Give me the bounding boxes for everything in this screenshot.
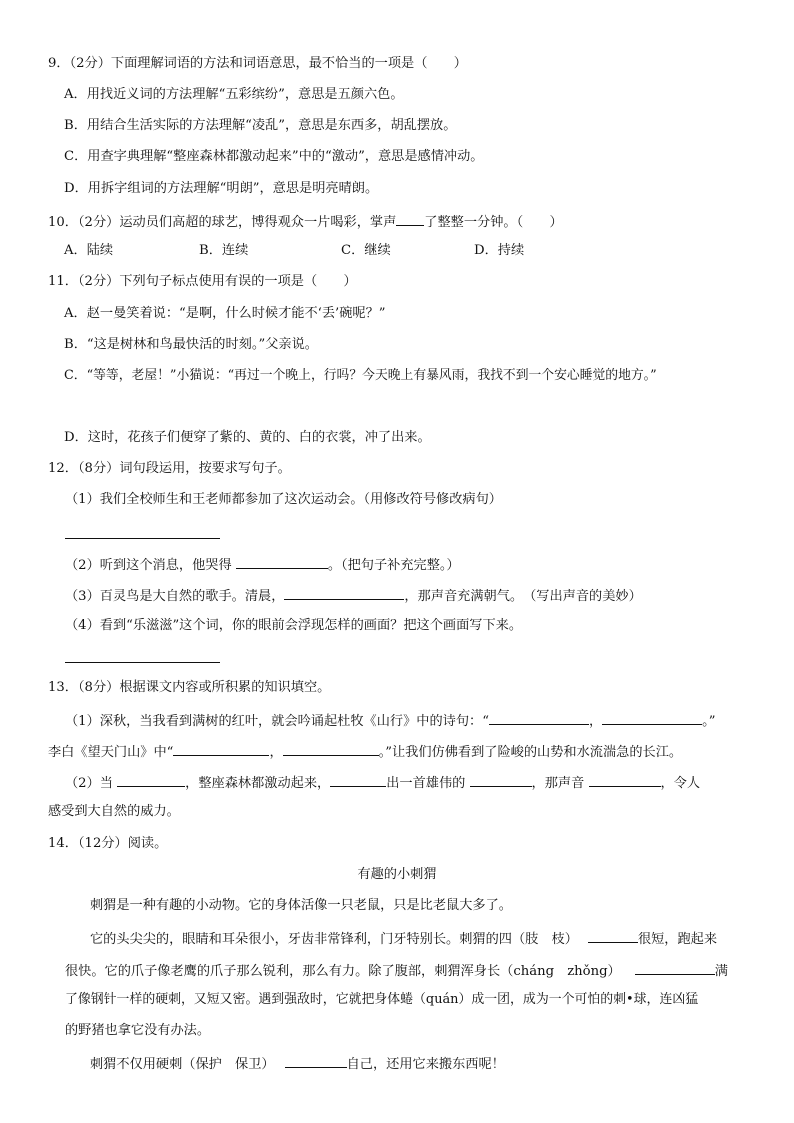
q10-option-b: B．连续 (199, 243, 249, 258)
passage-p3-a: 很快。它的爪子像老鹰的爪子那么锐利，那么有力。除了腹部，刺猬浑身长（cháng zhǒng） (65, 964, 621, 979)
q12-sub1-answer-line[interactable] (65, 538, 220, 539)
passage-paragraph-1: 刺猬是一种有趣的小动物。它的身体活像一只老鼠，只是比老鼠大多了。 (90, 898, 512, 913)
q10-stem-before: 10．（2分）运动员们高超的球艺，博得观众一片喝彩，掌声 (48, 215, 397, 230)
q10-blank[interactable] (396, 211, 424, 226)
q10-option-d: D．持续 (474, 243, 525, 258)
q13-line3-e: ，令人 (660, 776, 701, 791)
q10-option-a: A．陆续 (64, 243, 114, 258)
q13-line3 (65, 772, 700, 793)
passage-p3-b: 满 (714, 964, 728, 979)
q13-line1 (65, 710, 715, 731)
q10-stem (48, 211, 563, 232)
q12-sub2-before: （2）听到这个消息，他哭得 (65, 558, 236, 573)
q13-blank-6[interactable] (330, 772, 386, 787)
q13-line3-c: 出一首雄伟的 (386, 776, 470, 791)
q13-stem: 13．（8分）根据课文内容或所积累的知识填空。 (48, 680, 331, 695)
q12-sub4: （4）看到“乐滋滋”这个词，你的眼前会浮现怎样的画面？把这个画面写下来。 (65, 618, 523, 633)
q9-option-c: C．用查字典理解“整座森林都激动起来”中的“激动”，意思是感情冲动。 (64, 149, 484, 164)
passage-paragraph-2-line-1 (90, 928, 717, 949)
q9-option-d: D．用拆字组词的方法理解“明朗”，意思是明亮晴朗。 (64, 181, 379, 196)
q10-option-c: C．继续 (341, 243, 391, 258)
passage-paragraph-2-line-3: 了像钢针一样的硬刺，又短又密。遇到强敌时，它就把身体蜷（quán）成一团，成为一个可怕的刺•球，连凶猛 (65, 992, 699, 1007)
q11-stem: 11．（2分）下列句子标点使用有误的一项是（ ） (48, 274, 357, 289)
q13-line3-d: ，那声音 (531, 776, 589, 791)
q11-option-a: A．赵一曼笑着说：“是啊，什么时候才能不‘丢’碗呢？” (64, 306, 386, 321)
q12-sub2-after: 。（把句子补充完整。） (327, 558, 460, 573)
q13-blank-8[interactable] (589, 772, 661, 787)
q13-comma-2: ， (269, 745, 283, 760)
q13-line2-before: 李白《望天门山》中“ (48, 745, 174, 760)
passage-blank-2[interactable] (635, 960, 715, 975)
q11-option-c: C．“等等，老屋！”小猫说：“再过一个晚上，行吗？今天晚上有暴风雨，我找不到一个安心睡觉的地方。” (64, 368, 657, 383)
passage-p2-a: 它的头尖尖的，眼睛和耳朵很小，牙齿非常锋利，门牙特别长。刺猬的四（肢 枝） (90, 932, 578, 947)
q11-option-b: B．“这是树林和鸟最快活的时刻。”父亲说。 (64, 337, 318, 352)
q12-sub3-blank[interactable] (284, 585, 404, 600)
q12-sub3-before: （3）百灵鸟是大自然的歌手。清晨， (65, 589, 285, 604)
q13-blank-7[interactable] (470, 772, 532, 787)
q12-stem: 12．（8分）词句段运用，按要求写句子。 (48, 461, 291, 476)
q13-line1-end: 。” (702, 714, 716, 729)
q13-blank-4[interactable] (283, 741, 379, 756)
q12-sub2-blank[interactable] (236, 554, 328, 569)
passage-p2-b: 很短，跑起来 (637, 932, 718, 947)
q13-blank-5[interactable] (117, 772, 185, 787)
q13-line2-after: 。”让我们仿佛看到了险峻的山势和水流湍急的长江。 (378, 745, 683, 760)
passage-title: 有趣的小刺猬 (357, 867, 437, 882)
q13-blank-2[interactable] (602, 710, 702, 725)
q13-comma-1: ， (588, 714, 603, 729)
q12-sub1: （1）我们全校师生和王老师都参加了这次运动会。（用修改符号修改病句） (65, 492, 502, 507)
q14-stem: 14．（12分）阅读。 (48, 836, 168, 851)
passage-p6-a: 刺猬不仅用硬刺（保护 保卫） (90, 1057, 275, 1072)
q9-option-b: B．用结合生活实际的方法理解“凌乱”，意思是东西多，胡乱摆放。 (64, 118, 457, 133)
q9-option-a: A．用找近义词的方法理解“五彩缤纷”，意思是五颜六色。 (64, 87, 404, 102)
q13-line2 (48, 741, 682, 762)
q12-sub2 (65, 554, 460, 575)
q13-blank-1[interactable] (489, 710, 589, 725)
q9-stem: 9．（2分）下面理解词语的方法和词语意思，最不恰当的一项是（ ） (48, 56, 467, 71)
q12-sub3 (65, 585, 642, 606)
q11-option-d: D．这时，花孩子们便穿了紫的、黄的、白的衣裳，冲了出来。 (64, 430, 431, 445)
passage-paragraph-2-line-2 (65, 960, 728, 981)
passage-paragraph-2-line-4: 的野猪也拿它没有办法。 (65, 1023, 211, 1038)
q13-line1-before: （1）深秋，当我看到满树的红叶，就会吟诵起杜牧《山行》中的诗句：“ (65, 714, 489, 729)
passage-blank-1[interactable] (588, 928, 638, 943)
q10-stem-after: 了整整一分钟。（ ） (424, 215, 563, 230)
q13-line4: 感受到大自然的威力。 (48, 804, 180, 819)
passage-blank-3[interactable] (285, 1053, 347, 1068)
q12-sub3-after: ，那声音充满朝气。 （写出声音的美妙） (404, 589, 642, 604)
q13-blank-3[interactable] (173, 741, 269, 756)
q13-line3-a: （2）当 (65, 776, 118, 791)
q12-sub4-answer-line[interactable] (65, 662, 220, 663)
passage-p6-b: 自己，还用它来搬东西呢！ (346, 1057, 505, 1072)
passage-paragraph-3 (90, 1053, 505, 1074)
q13-line3-b: ，整座森林都激动起来， (185, 776, 331, 791)
